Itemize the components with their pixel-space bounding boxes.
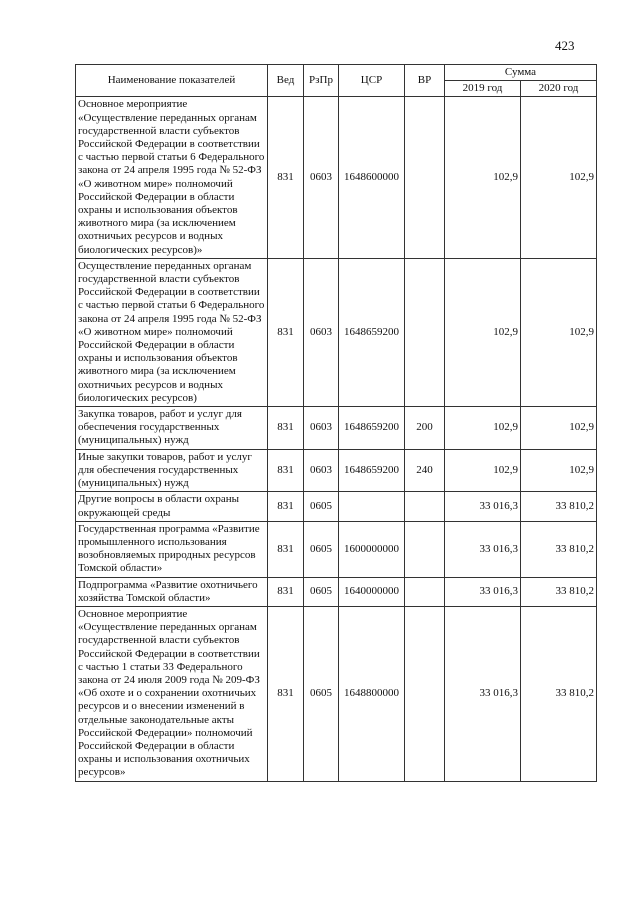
header-year-2019: 2019 год [445, 81, 521, 97]
header-year-2020: 2020 год [521, 81, 597, 97]
cell-ved: 831 [268, 521, 304, 577]
cell-ved: 831 [268, 577, 304, 606]
header-vr: ВР [405, 65, 445, 97]
cell-sum-2020: 102,9 [521, 258, 597, 406]
cell-ved: 831 [268, 449, 304, 492]
cell-sum-2019: 102,9 [445, 97, 521, 258]
cell-vr [405, 258, 445, 406]
cell-rzpr: 0605 [304, 577, 339, 606]
cell-csr: 1648600000 [339, 97, 405, 258]
budget-table [75, 64, 597, 782]
table-row [76, 577, 597, 606]
cell-name: Закупка товаров, работ и услуг для обеспечения государственных (муниципальных) нужд [76, 407, 268, 450]
header-rzpr: РзПр [304, 65, 339, 97]
cell-vr [405, 492, 445, 521]
cell-rzpr: 0603 [304, 407, 339, 450]
cell-sum-2019: 102,9 [445, 449, 521, 492]
cell-ved: 831 [268, 606, 304, 781]
cell-sum-2019: 33 016,3 [445, 577, 521, 606]
cell-rzpr: 0605 [304, 492, 339, 521]
cell-name: Другие вопросы в области охраны окружающей среды [76, 492, 268, 521]
table-row [76, 492, 597, 521]
cell-csr: 1648800000 [339, 606, 405, 781]
cell-name: Иные закупки товаров, работ и услуг для обеспечения государственных (муниципальных) нужд [76, 449, 268, 492]
cell-vr [405, 97, 445, 258]
cell-sum-2020: 33 810,2 [521, 577, 597, 606]
cell-rzpr: 0605 [304, 521, 339, 577]
table-body [76, 97, 597, 781]
cell-sum-2019: 33 016,3 [445, 492, 521, 521]
table-header [76, 65, 597, 97]
header-name: Наименование показателей [76, 65, 268, 97]
cell-ved: 831 [268, 97, 304, 258]
cell-rzpr: 0603 [304, 258, 339, 406]
table-row [76, 407, 597, 450]
cell-name: Основное мероприятие «Осуществление переданных органам государственной власти субъектов Российской Федерации в соответствии с частью 1 статьи 33 Федерального закона от 24 июля 2009 года № 209-ФЗ «Об охоте и о сохранении охотничьих ресурсов и о внесении изменений в отдельные законодательные акты Российской Федерации» полномочий Российской Федерации в области охраны и использования охотничьих ресурсов» [76, 606, 268, 781]
table-row [76, 606, 597, 781]
table-row [76, 97, 597, 258]
cell-sum-2020: 102,9 [521, 407, 597, 450]
cell-vr [405, 577, 445, 606]
cell-name: Осуществление переданных органам государственной власти субъектов Российской Федерации в соответствии с частью первой статьи 6 Федерального закона от 24 апреля 1995 года № 52-ФЗ «О животном мире» полномочий Российской Федерации в области охраны и использования объектов животного мира (за исключением охотничьих ресурсов и водных биологических ресурсов) [76, 258, 268, 406]
cell-name: Основное мероприятие «Осуществление переданных органам государственной власти субъектов Российской Федерации в соответствии с частью первой статьи 6 Федерального закона от 24 апреля 1995 года № 52-ФЗ «О животном мире» полномочий Российской Федерации в области охраны и использования объектов животного мира (за исключением охотничьих ресурсов и водных биологических ресурсов)» [76, 97, 268, 258]
cell-sum-2020: 33 810,2 [521, 492, 597, 521]
cell-vr: 200 [405, 407, 445, 450]
cell-sum-2020: 33 810,2 [521, 521, 597, 577]
cell-sum-2019: 102,9 [445, 407, 521, 450]
cell-ved: 831 [268, 258, 304, 406]
cell-csr: 1600000000 [339, 521, 405, 577]
cell-vr [405, 521, 445, 577]
cell-name: Подпрограмма «Развитие охотничьего хозяйства Томской области» [76, 577, 268, 606]
cell-sum-2019: 102,9 [445, 258, 521, 406]
cell-vr [405, 606, 445, 781]
cell-name: Государственная программа «Развитие промышленного использования возобновляемых природных ресурсов Томской области» [76, 521, 268, 577]
cell-sum-2019: 33 016,3 [445, 606, 521, 781]
cell-sum-2020: 102,9 [521, 97, 597, 258]
header-csr: ЦСР [339, 65, 405, 97]
cell-ved: 831 [268, 492, 304, 521]
cell-rzpr: 0603 [304, 449, 339, 492]
cell-csr: 1640000000 [339, 577, 405, 606]
header-sum: Сумма [445, 65, 597, 81]
page-number: 423 [555, 38, 575, 53]
cell-ved: 831 [268, 407, 304, 450]
cell-vr: 240 [405, 449, 445, 492]
cell-csr [339, 492, 405, 521]
cell-rzpr: 0603 [304, 97, 339, 258]
cell-csr: 1648659200 [339, 407, 405, 450]
cell-rzpr: 0605 [304, 606, 339, 781]
table-row [76, 258, 597, 406]
table-row [76, 449, 597, 492]
cell-sum-2020: 33 810,2 [521, 606, 597, 781]
cell-csr: 1648659200 [339, 258, 405, 406]
table-row [76, 521, 597, 577]
cell-csr: 1648659200 [339, 449, 405, 492]
cell-sum-2020: 102,9 [521, 449, 597, 492]
header-ved: Вед [268, 65, 304, 97]
cell-sum-2019: 33 016,3 [445, 521, 521, 577]
